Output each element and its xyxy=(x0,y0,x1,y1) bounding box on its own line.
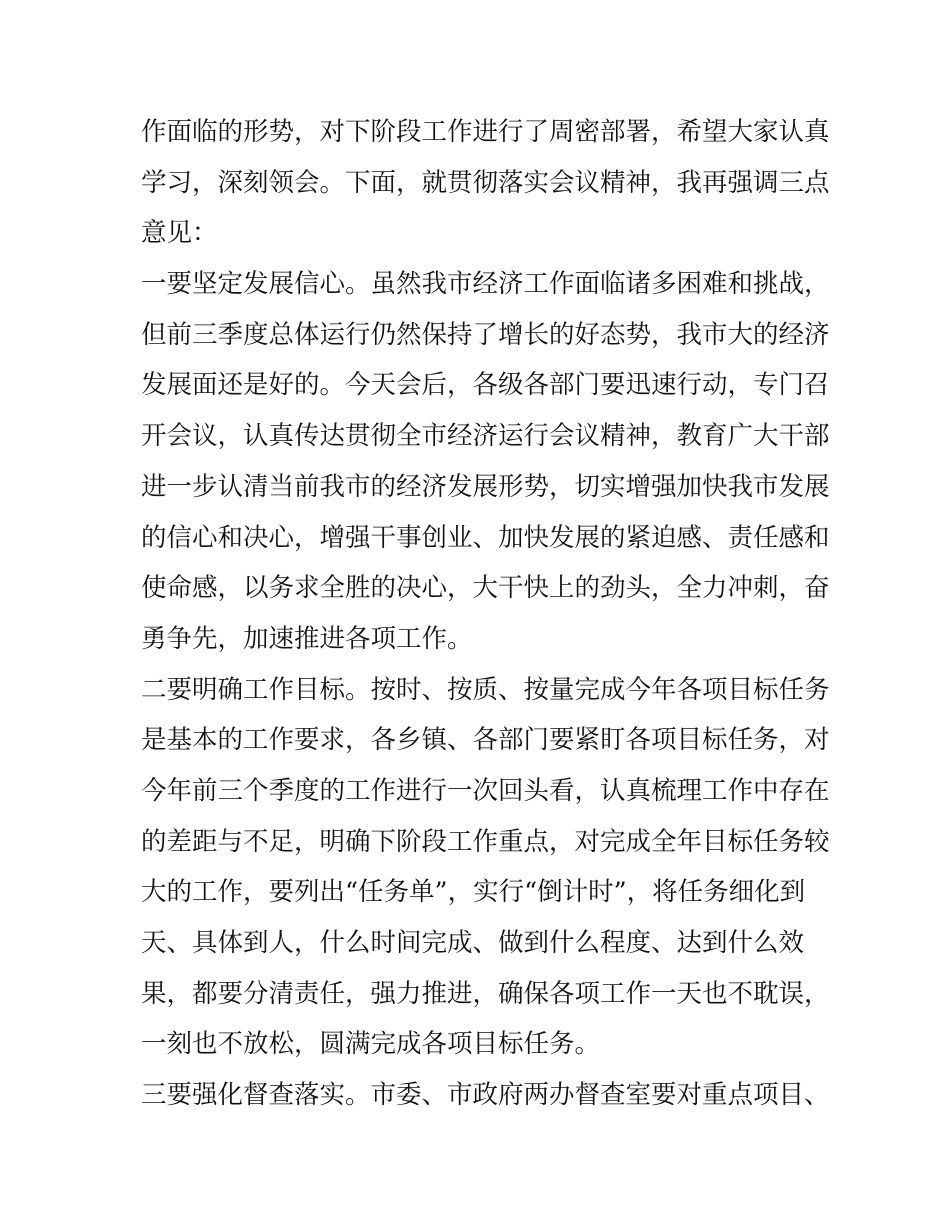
document-body-text xyxy=(141,107,830,1121)
text-line: 一要坚定发展信心。虽然我市经济工作面临诸多困难和挑战， xyxy=(141,269,830,300)
text-line: 一刻也不放松，圆满完成各项目标任务。 xyxy=(141,1029,601,1060)
text-line: 意见： xyxy=(141,218,218,249)
text-line: 二要明确工作目标。按时、按质、按量完成今年各项目标任务 xyxy=(141,674,830,705)
text-line: 大的工作，要列出“任务单”，实行“倒计时”，将任务细化到 xyxy=(141,877,806,908)
text-line: 但前三季度总体运行仍然保持了增长的好态势，我市大的经济 xyxy=(141,319,830,350)
text-line: 发展面还是好的。今天会后，各级各部门要迅速行动，专门召 xyxy=(141,370,830,401)
text-line: 天、具体到人，什么时间完成、做到什么程度、达到什么效 xyxy=(141,928,805,958)
text-line: 学习，深刻领会。下面，就贯彻落实会议精神，我再强调三点 xyxy=(141,167,830,198)
text-line: 是基本的工作要求，各乡镇、各部门要紧盯各项目标任务，对 xyxy=(141,725,830,756)
text-line: 果，都要分清责任，强力推进，确保各项工作一天也不耽误， xyxy=(141,978,830,1009)
text-line: 使命感，以务求全胜的决心，大干快上的劲头，全力冲刺，奋 xyxy=(141,573,830,604)
text-line: 的信心和决心，增强干事创业、加快发展的紧迫感、责任感和 xyxy=(141,522,830,553)
text-line: 的差距与不足，明确下阶段工作重点，对完成全年目标任务较 xyxy=(141,826,830,857)
text-line: 三要强化督查落实。市委、市政府两办督查室要对重点项目、 xyxy=(141,1080,830,1111)
text-line: 开会议，认真传达贯彻全市经济运行会议精神，教育广大干部 xyxy=(141,421,830,452)
text-line: 进一步认清当前我市的经济发展形势，切实增强加快我市发展 xyxy=(141,471,830,502)
text-line: 勇争先，加速推进各项工作。 xyxy=(141,623,473,654)
text-line: 作面临的形势，对下阶段工作进行了周密部署，希望大家认真 xyxy=(141,117,830,147)
text-line: 今年前三个季度的工作进行一次回头看，认真梳理工作中存在 xyxy=(141,775,830,806)
